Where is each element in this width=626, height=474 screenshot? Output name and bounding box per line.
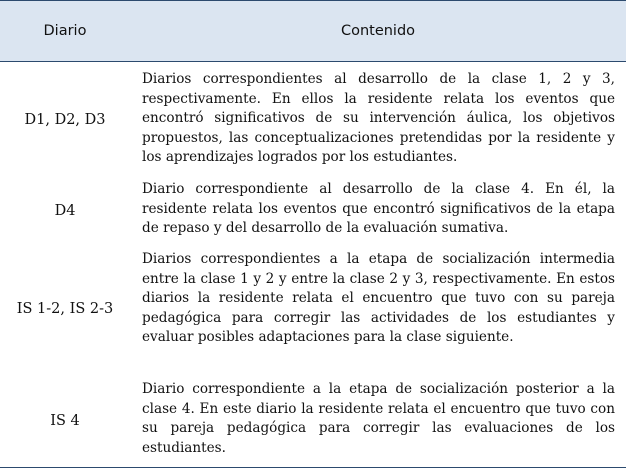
table-bottom-rule xyxy=(0,467,626,468)
row-content: Diarios correspondientes al desarrollo de la clase 1, 2 y 3, respectivamente. En ellos la residente relata los eventos que encontró significativos de su intervención áulica, los objetivos propuestos, las conceptualizaciones pretendidas por la residente y los aprendizajes logrados por los estudiantes. xyxy=(142,71,615,166)
row-content: Diario correspondiente al desarrollo de la clase 4. En él, la residente relata los eventos que encontró significativos de la etapa de repaso y del desarrollo de la evaluación sumativa. xyxy=(142,181,615,237)
table-header xyxy=(0,0,626,62)
table-row xyxy=(0,70,626,170)
header-contenido: Contenido xyxy=(340,23,416,39)
row-content: Diario correspondiente a la etapa de socialización posterior a la clase 4. En este diario la residente relata el encuentro que tuvo con su pareja pedagógica para corregir las evaluaciones de los estudiantes. xyxy=(142,381,615,456)
row-content: Diarios correspondientes a la etapa de socialización intermedia entre la clase 1 y 2 y entre la clase 2 y 3, respectivamente. En estos diarios la residente relata el encuentro que tuvo con su pareja pedagógica para corregir las actividades de los estudiantes y evaluar posibles adaptaciones para la clase siguiente. xyxy=(142,251,615,346)
row-code: D1, D2, D3 xyxy=(24,112,106,128)
table-row xyxy=(0,250,626,368)
table-row xyxy=(0,380,626,462)
table-row xyxy=(0,180,626,242)
header-diario: Diario xyxy=(43,23,87,39)
row-code: IS 1-2, IS 2-3 xyxy=(16,301,114,317)
row-code: IS 4 xyxy=(50,413,80,429)
row-code: D4 xyxy=(54,203,76,219)
